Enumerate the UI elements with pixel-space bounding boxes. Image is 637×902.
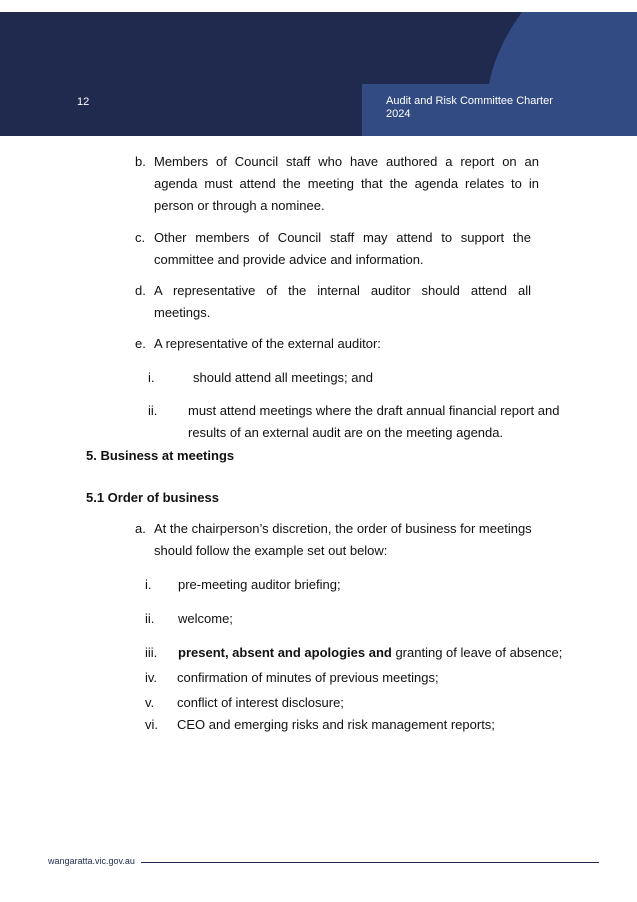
list-label: i. bbox=[148, 370, 155, 385]
list-item-text: must attend meetings where the draft annual financial report and results of an external audit are on the meeting agenda. bbox=[188, 403, 560, 440]
list-item-text: Members of Council staff who have authored a report on an agenda must attend the meeting that the agenda relates to in person or through a nominee. bbox=[154, 154, 539, 213]
list-item-text: conflict of interest disclosure; bbox=[177, 695, 344, 710]
list-item-e bbox=[135, 333, 531, 355]
footer-divider bbox=[141, 862, 599, 863]
order-item-6 bbox=[145, 714, 565, 736]
order-item-5 bbox=[145, 692, 565, 714]
list-item-text: At the chairperson’s discretion, the order of business for meetings should follow the example set out below: bbox=[154, 521, 532, 558]
list-label: ii. bbox=[148, 403, 158, 418]
order-item-4 bbox=[145, 667, 565, 689]
page-header bbox=[0, 0, 637, 136]
footer-url: wangaratta.vic.gov.au bbox=[48, 856, 135, 866]
list-label: ii. bbox=[145, 611, 155, 626]
list-item-c bbox=[135, 227, 531, 271]
bold-text: present, absent and apologies and bbox=[178, 645, 392, 660]
section-heading-5-1: 5.1 Order of business bbox=[86, 490, 219, 505]
order-item-1 bbox=[145, 574, 565, 596]
list-item-e-ii bbox=[148, 400, 568, 444]
order-item-2 bbox=[145, 608, 565, 630]
document-title bbox=[386, 95, 586, 121]
list-item-text: A representative of the internal auditor should attend all meetings. bbox=[154, 283, 531, 320]
list-item-a bbox=[135, 518, 539, 562]
list-label: b. bbox=[135, 154, 146, 169]
list-label: e. bbox=[135, 336, 146, 351]
list-item-b bbox=[135, 151, 539, 217]
list-label: iii. bbox=[145, 645, 158, 660]
regular-text: granting of leave of absence; bbox=[391, 645, 563, 660]
list-label: iv. bbox=[145, 670, 158, 685]
list-item-text: confirmation of minutes of previous meetings; bbox=[177, 670, 439, 685]
list-item-text: should attend all meetings; and bbox=[193, 370, 373, 385]
list-item-e-i bbox=[148, 367, 568, 389]
list-item-d bbox=[135, 280, 531, 324]
order-item-3 bbox=[145, 642, 575, 664]
document-title-line1: Audit and Risk Committee Charter bbox=[386, 95, 553, 107]
list-item-text: CEO and emerging risks and risk management reports; bbox=[177, 717, 495, 732]
list-item-text bbox=[178, 642, 575, 664]
document-title-line2: 2024 bbox=[386, 108, 411, 120]
list-label: a. bbox=[135, 521, 146, 536]
list-item-text: pre-meeting auditor briefing; bbox=[178, 577, 341, 592]
list-label: vi. bbox=[145, 717, 158, 732]
list-label: i. bbox=[145, 577, 152, 592]
list-item-text: A representative of the external auditor: bbox=[154, 336, 381, 351]
page-number: 12 bbox=[77, 96, 90, 108]
list-item-text: welcome; bbox=[178, 611, 233, 626]
list-label: c. bbox=[135, 230, 146, 245]
section-heading-5: 5. Business at meetings bbox=[86, 448, 235, 463]
list-item-text: Other members of Council staff may attend to support the committee and provide advice and information. bbox=[154, 230, 531, 267]
list-label: d. bbox=[135, 283, 146, 298]
list-label: v. bbox=[145, 695, 155, 710]
